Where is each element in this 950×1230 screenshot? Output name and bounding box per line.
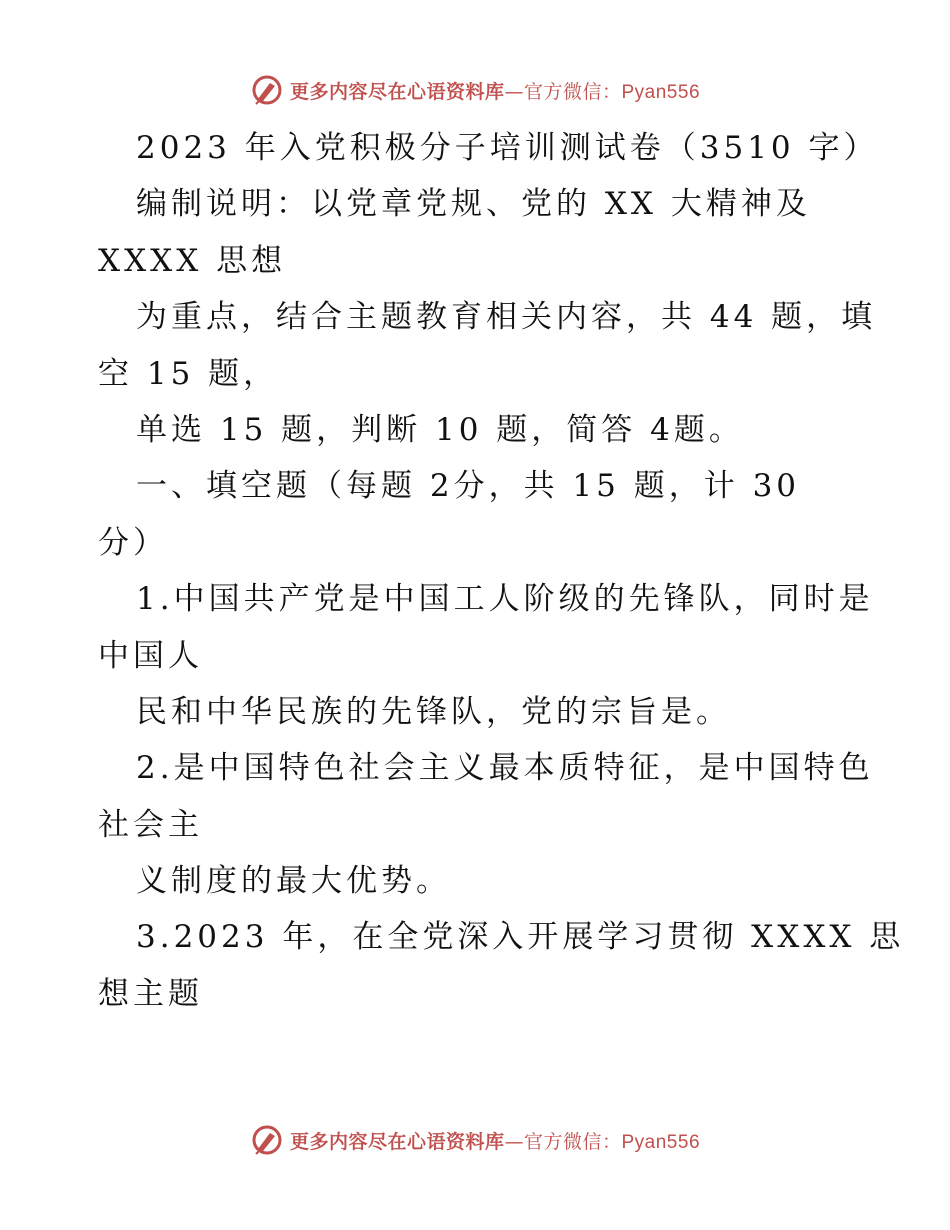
- doc-line: 想主题: [98, 975, 203, 1012]
- question-3: 3.2023 年，在全党深入开展学习贯彻 XXXX 思: [136, 919, 905, 956]
- section-heading: 一、填空题（每题 2分，共 15 题，计 30: [136, 468, 801, 505]
- banner-handle: Pyan556: [621, 1131, 701, 1153]
- doc-line: 民和中华民族的先锋队，党的宗旨是。: [136, 693, 731, 730]
- question-1: 1.中国共产党是中国工人阶级的先锋队，同时是: [136, 581, 874, 618]
- header-banner: [0, 70, 950, 110]
- banner-main-text: 更多内容尽在心语资料库: [289, 1130, 505, 1153]
- doc-line: 社会主: [98, 806, 203, 843]
- doc-line: 单选 15 题，判断 10 题，简答 4题。: [136, 411, 744, 448]
- doc-line: 编制说明：以党章党规、党的 XX 大精神及: [136, 186, 811, 223]
- doc-line: 空 15 题，: [98, 355, 279, 392]
- banner-dash: —: [504, 1130, 524, 1153]
- doc-line: 为重点，结合主题教育相关内容，共 44 题，填: [136, 299, 877, 336]
- banner-wechat-label: 官方微信：: [523, 80, 622, 103]
- banner-wechat-label: 官方微信：: [523, 1130, 622, 1153]
- doc-title: 2023 年入党积极分子培训测试卷（3510 字）: [136, 130, 879, 166]
- banner-handle: Pyan556: [621, 81, 701, 103]
- doc-line: 分）: [98, 524, 168, 561]
- banner-dash: —: [504, 80, 524, 103]
- doc-line: 中国人: [98, 637, 203, 674]
- pen-nib-circle-icon: [250, 73, 284, 107]
- banner-text: [290, 77, 700, 104]
- banner-text: [290, 1127, 700, 1154]
- doc-line: XXXX 思想: [98, 242, 287, 279]
- document-body: [98, 120, 905, 1022]
- footer-banner: [0, 1120, 950, 1160]
- doc-line: 义制度的最大优势。: [136, 863, 451, 900]
- question-2: 2.是中国特色社会主义最本质特征，是中国特色: [136, 750, 874, 787]
- pen-nib-circle-icon: [250, 1123, 284, 1157]
- banner-main-text: 更多内容尽在心语资料库: [289, 80, 505, 103]
